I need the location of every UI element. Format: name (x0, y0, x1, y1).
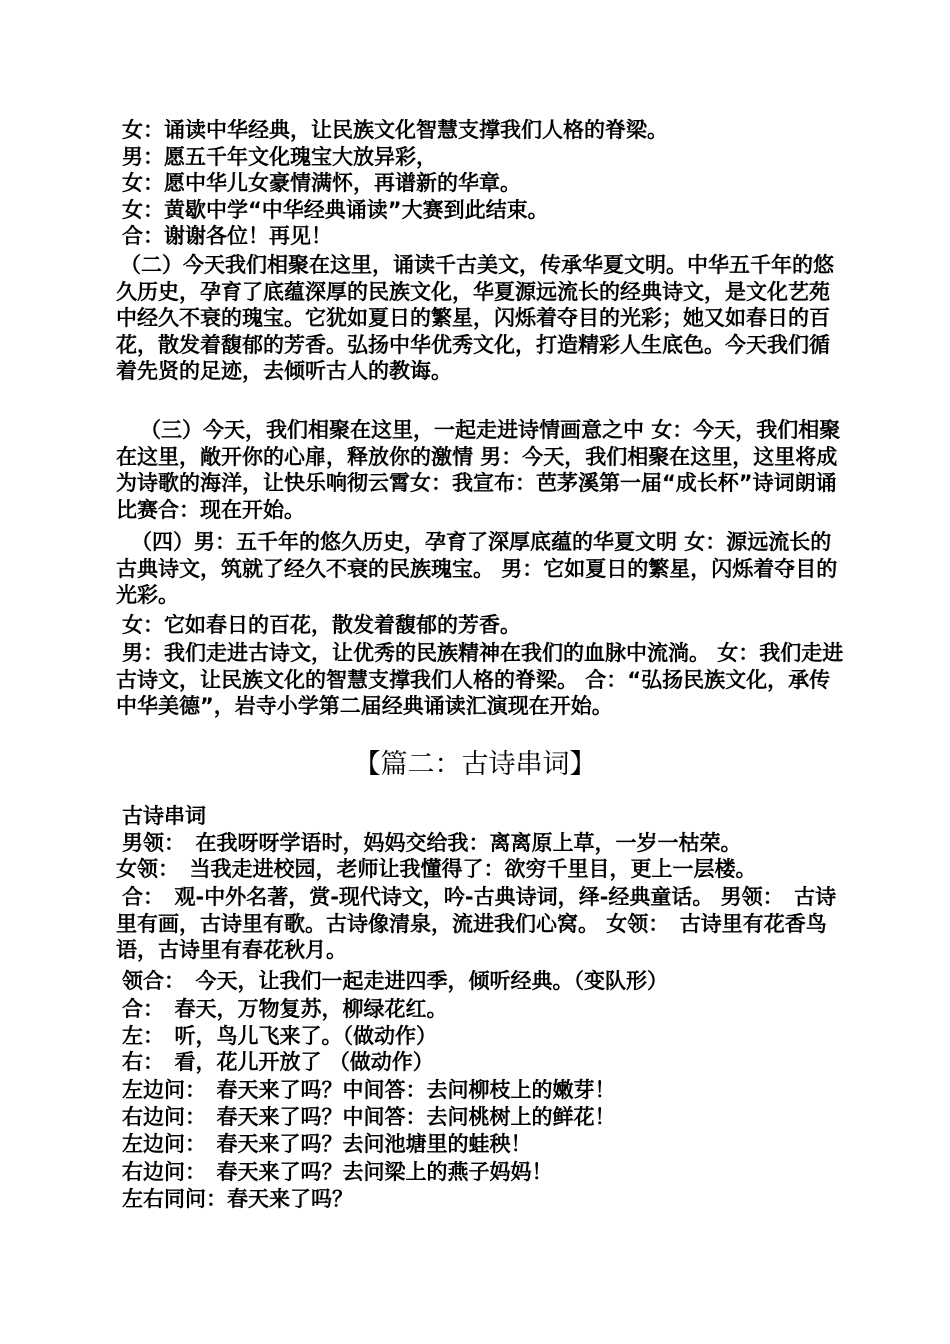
section-two-paragraph: （二）今天我们相聚在这里，诵读千古美文，传承华夏文明。中华五千年的悠久历史，孕育了底蕴深厚的民族文化，华夏源远流长的经典诗文，是文化艺苑中经久不衰的瑰宝。它犹如夏日的繁星，闪烁着夺目的光彩；她又如春日的百花，散发着馥郁的芳香。弘扬中华优秀文化，打造精彩人生底色。今天我们循着先贤的足迹，去倾听古人的教诲。 (116, 253, 834, 383)
script-line-6: 右边问： 春天来了吗？中间答：去问桃树上的鲜花！ (122, 1105, 616, 1129)
section-title: 【篇二：古诗串词】 (353, 749, 597, 780)
script-line-5: 左边问： 春天来了吗？中间答：去问柳枝上的嫩芽！ (122, 1078, 616, 1102)
male-paragraph: 男：我们走进古诗文，让优秀的民族精神在我们的血脉中流淌。 女：我们走进古诗文，让民族文化的智慧支撑我们人格的脊梁。 合：“弘扬民族文化，承传中华美德”，岩寺小学第二届经典诵读汇演现在开始。 (116, 641, 844, 718)
chorus-paragraph: 合： 观-中外名著，赏-现代诗文，吟-古典诗词，绎-经典童话。 男领： 古诗里有画，古诗里有歌。古诗像清泉，流进我们心窝。 女领： 古诗里有花香鸟语，古诗里有春花秋月。 (116, 885, 837, 962)
script-line-2: 合： 春天，万物复苏，柳绿花红。 (122, 997, 448, 1021)
section-four-paragraph: （四）男：五千年的悠久历史，孕育了深厚底蕴的华夏文明 女：源远流长的古典诗文，筑就了经久不衰的民族瑰宝。 男：它如夏日的繁星，闪烁着夺目的光彩。 (116, 530, 838, 607)
dialogue-line-4: 女：黄歇中学“中华经典诵读”大赛到此结束。 (122, 197, 549, 222)
script-line-8: 右边问： 春天来了吗？去问梁上的燕子妈妈！ (122, 1160, 553, 1184)
script-line-7: 左边问： 春天来了吗？去问池塘里的蛙秧！ (122, 1132, 532, 1156)
subtitle: 古诗串词 (122, 804, 206, 828)
female-line: 女：它如春日的百花，散发着馥郁的芳香。 (122, 613, 521, 637)
dialogue-line-3: 女：愿中华儿女豪情满怀，再谱新的华章。 (122, 171, 521, 195)
section-three-paragraph: （三）今天，我们相聚在这里，一起走进诗情画意之中 女：今天，我们相聚在这里，敞开你的心扉，释放你的激情 男：今天，我们相聚在这里，这里将成为诗歌的海洋，让快乐响彻云霄女：我宣布：芭茅溪第一届“成长杯”诗词朗诵比赛合：现在开始。 (116, 418, 841, 522)
script-line-3: 左： 听，鸟儿飞来了。（做动作） (122, 1024, 437, 1048)
dialogue-line-5: 合：谢谢各位！再见！ (122, 224, 332, 248)
script-line-1: 领合： 今天，让我们一起走进四季，倾听经典。（变队形） (122, 969, 668, 993)
dialogue-line-2: 男：愿五千年文化瑰宝大放异彩， (122, 144, 437, 169)
dialogue-line-1: 女：诵读中华经典，让民族文化智慧支撑我们人格的脊梁。 (122, 118, 668, 142)
script-line-9: 左右同问：春天来了吗？ (122, 1187, 353, 1211)
script-line-4: 右： 看，花儿开放了 （做动作） (122, 1050, 434, 1074)
male-lead-line: 男领： 在我呀呀学语时，妈妈交给我：离离原上草，一岁一枯荣。 (122, 830, 742, 855)
female-lead-line: 女领： 当我走进校园，老师让我懂得了：欲穷千里目，更上一层楼。 (116, 857, 757, 881)
